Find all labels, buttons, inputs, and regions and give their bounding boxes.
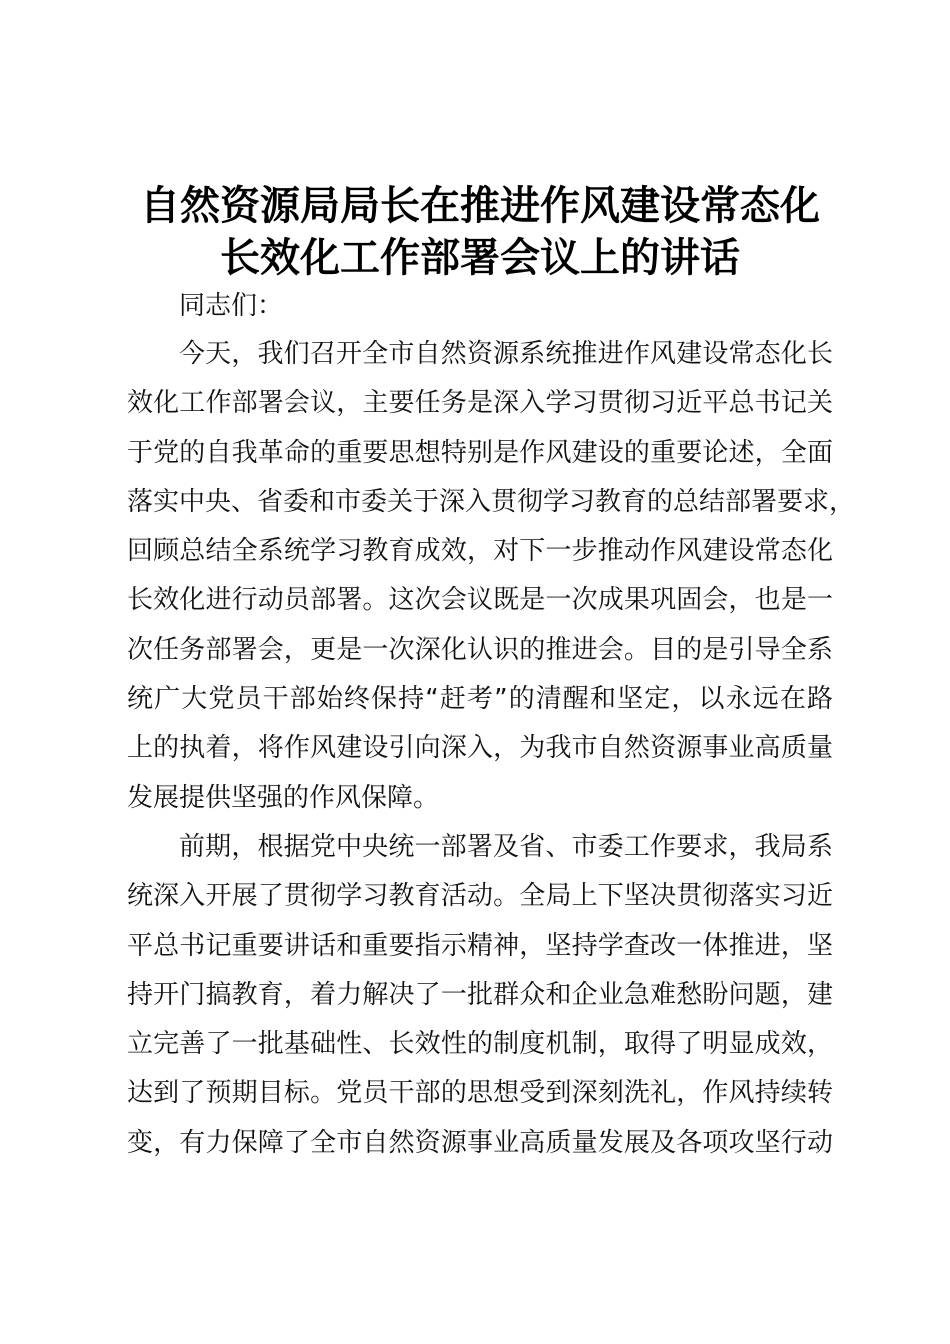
paragraph-line: 发展提供坚强的作风保障。 bbox=[127, 782, 440, 813]
paragraph bbox=[127, 330, 856, 823]
paragraph-line: 持开门搞教育，着力解决了一批群众和企业急难愁盼问题，建 bbox=[127, 979, 833, 1010]
document-title bbox=[110, 180, 850, 284]
paragraph-line: 上的执着，将作风建设引向深入，为我市自然资源事业高质量 bbox=[127, 733, 833, 764]
paragraph-line: 回顾总结全系统学习教育成效，对下一步推动作风建设常态化 bbox=[127, 536, 833, 567]
title-line: 长效化工作部署会议上的讲话 bbox=[220, 235, 740, 281]
paragraph-line: 统深入开展了贯彻学习教育活动。全局上下坚决贯彻落实习近 bbox=[127, 881, 833, 912]
paragraph-line: 长效化进行动员部署。这次会议既是一次成果巩固会，也是一 bbox=[127, 585, 833, 616]
document-body bbox=[127, 282, 856, 1168]
paragraph bbox=[127, 823, 833, 1168]
paragraph-line: 前期，根据党中央统一部署及省、市委工作要求，我局系 bbox=[179, 831, 833, 862]
paragraph-line: 今天，我们召开全市自然资源系统推进作风建设常态化长 bbox=[179, 339, 833, 369]
paragraph-line: 效化工作部署会议，主要任务是深入学习贯彻习近平总书记关 bbox=[127, 388, 833, 419]
paragraph-line: 统广大党员干部始终保持“赶考”的清醒和坚定，以永远在路 bbox=[127, 684, 833, 715]
paragraph-line: 变，有力保障了全市自然资源事业高质量发展及各项攻坚行动 bbox=[127, 1127, 833, 1158]
paragraph-line: 平总书记重要讲话和重要指示精神，坚持学查改一体推进，坚 bbox=[127, 930, 833, 961]
title-line: 自然资源局局长在推进作风建设常态化 bbox=[140, 183, 820, 229]
paragraph-line: 次任务部署会，更是一次深化认识的推进会。目的是引导全系 bbox=[127, 634, 833, 665]
salutation: 同志们： bbox=[179, 291, 284, 321]
paragraph-line: 于党的自我革命的重要思想特别是作风建设的重要论述，全面 bbox=[127, 437, 833, 468]
paragraph-line: 立完善了一批基础性、长效性的制度机制，取得了明显成效， bbox=[127, 1029, 833, 1060]
paragraph-line: 达到了预期目标。党员干部的思想受到深刻洗礼，作风持续转 bbox=[127, 1078, 833, 1109]
paragraph-line: 落实中央、省委和市委关于深入贯彻学习教育的总结部署要求， bbox=[127, 486, 856, 517]
